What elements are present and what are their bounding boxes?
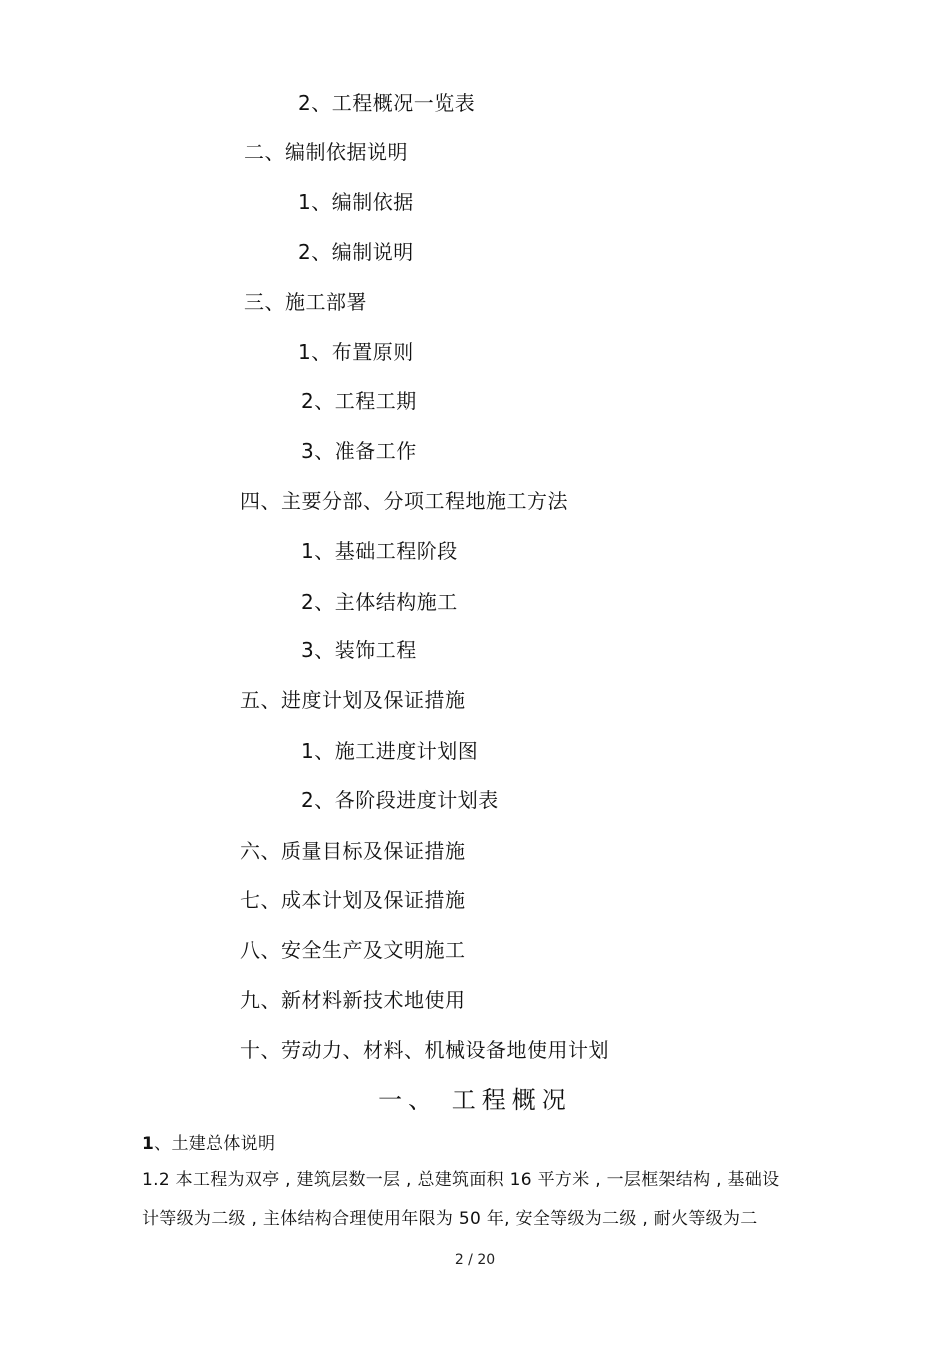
section-heading: 一、 工程概况 [378,1086,572,1114]
toc-item: 八、安全生产及文明施工 [240,938,466,962]
toc-item: 1、基础工程阶段 [301,539,458,563]
toc-item: 六、质量目标及保证措施 [240,839,466,863]
toc-item: 四、主要分部、分项工程地施工方法 [240,489,568,513]
toc-item: 七、成本计划及保证措施 [240,888,466,912]
toc-item: 二、编制依据说明 [244,140,408,164]
toc-item: 2、主体结构施工 [301,590,458,614]
toc-item: 三、施工部署 [244,290,367,314]
toc-item: 1、编制依据 [298,190,414,214]
subsection-label: 、土建总体说明 [154,1134,276,1154]
toc-item: 1、施工进度计划图 [301,739,479,763]
toc-item: 3、装饰工程 [301,638,417,662]
subsection-title [142,1133,275,1155]
toc-item: 2、工程概况一览表 [298,91,476,115]
page-indicator: 2 / 20 [454,1252,496,1268]
toc-item: 3、准备工作 [301,439,417,463]
toc-item: 2、编制说明 [298,240,414,264]
toc-item: 九、新材料新技术地使用 [240,988,466,1012]
paragraph-line: 1.2 本工程为双亭 , 建筑层数一层 , 总建筑面积 16 平方米 , 一层框架结构 , 基础设 [142,1170,780,1190]
paragraph-line: 计等级为二级 , 主体结构合理使用年限为 50 年, 安全等级为二级 , 耐火等级为二 [142,1209,758,1229]
toc-item: 五、进度计划及保证措施 [240,688,466,712]
toc-item: 2、工程工期 [301,389,417,413]
subsection-number: 1 [142,1134,155,1154]
toc-item: 1、布置原则 [298,340,414,364]
toc-item: 十、劳动力、材料、机械设备地使用计划 [240,1038,609,1062]
toc-item: 2、各阶段进度计划表 [301,788,499,812]
